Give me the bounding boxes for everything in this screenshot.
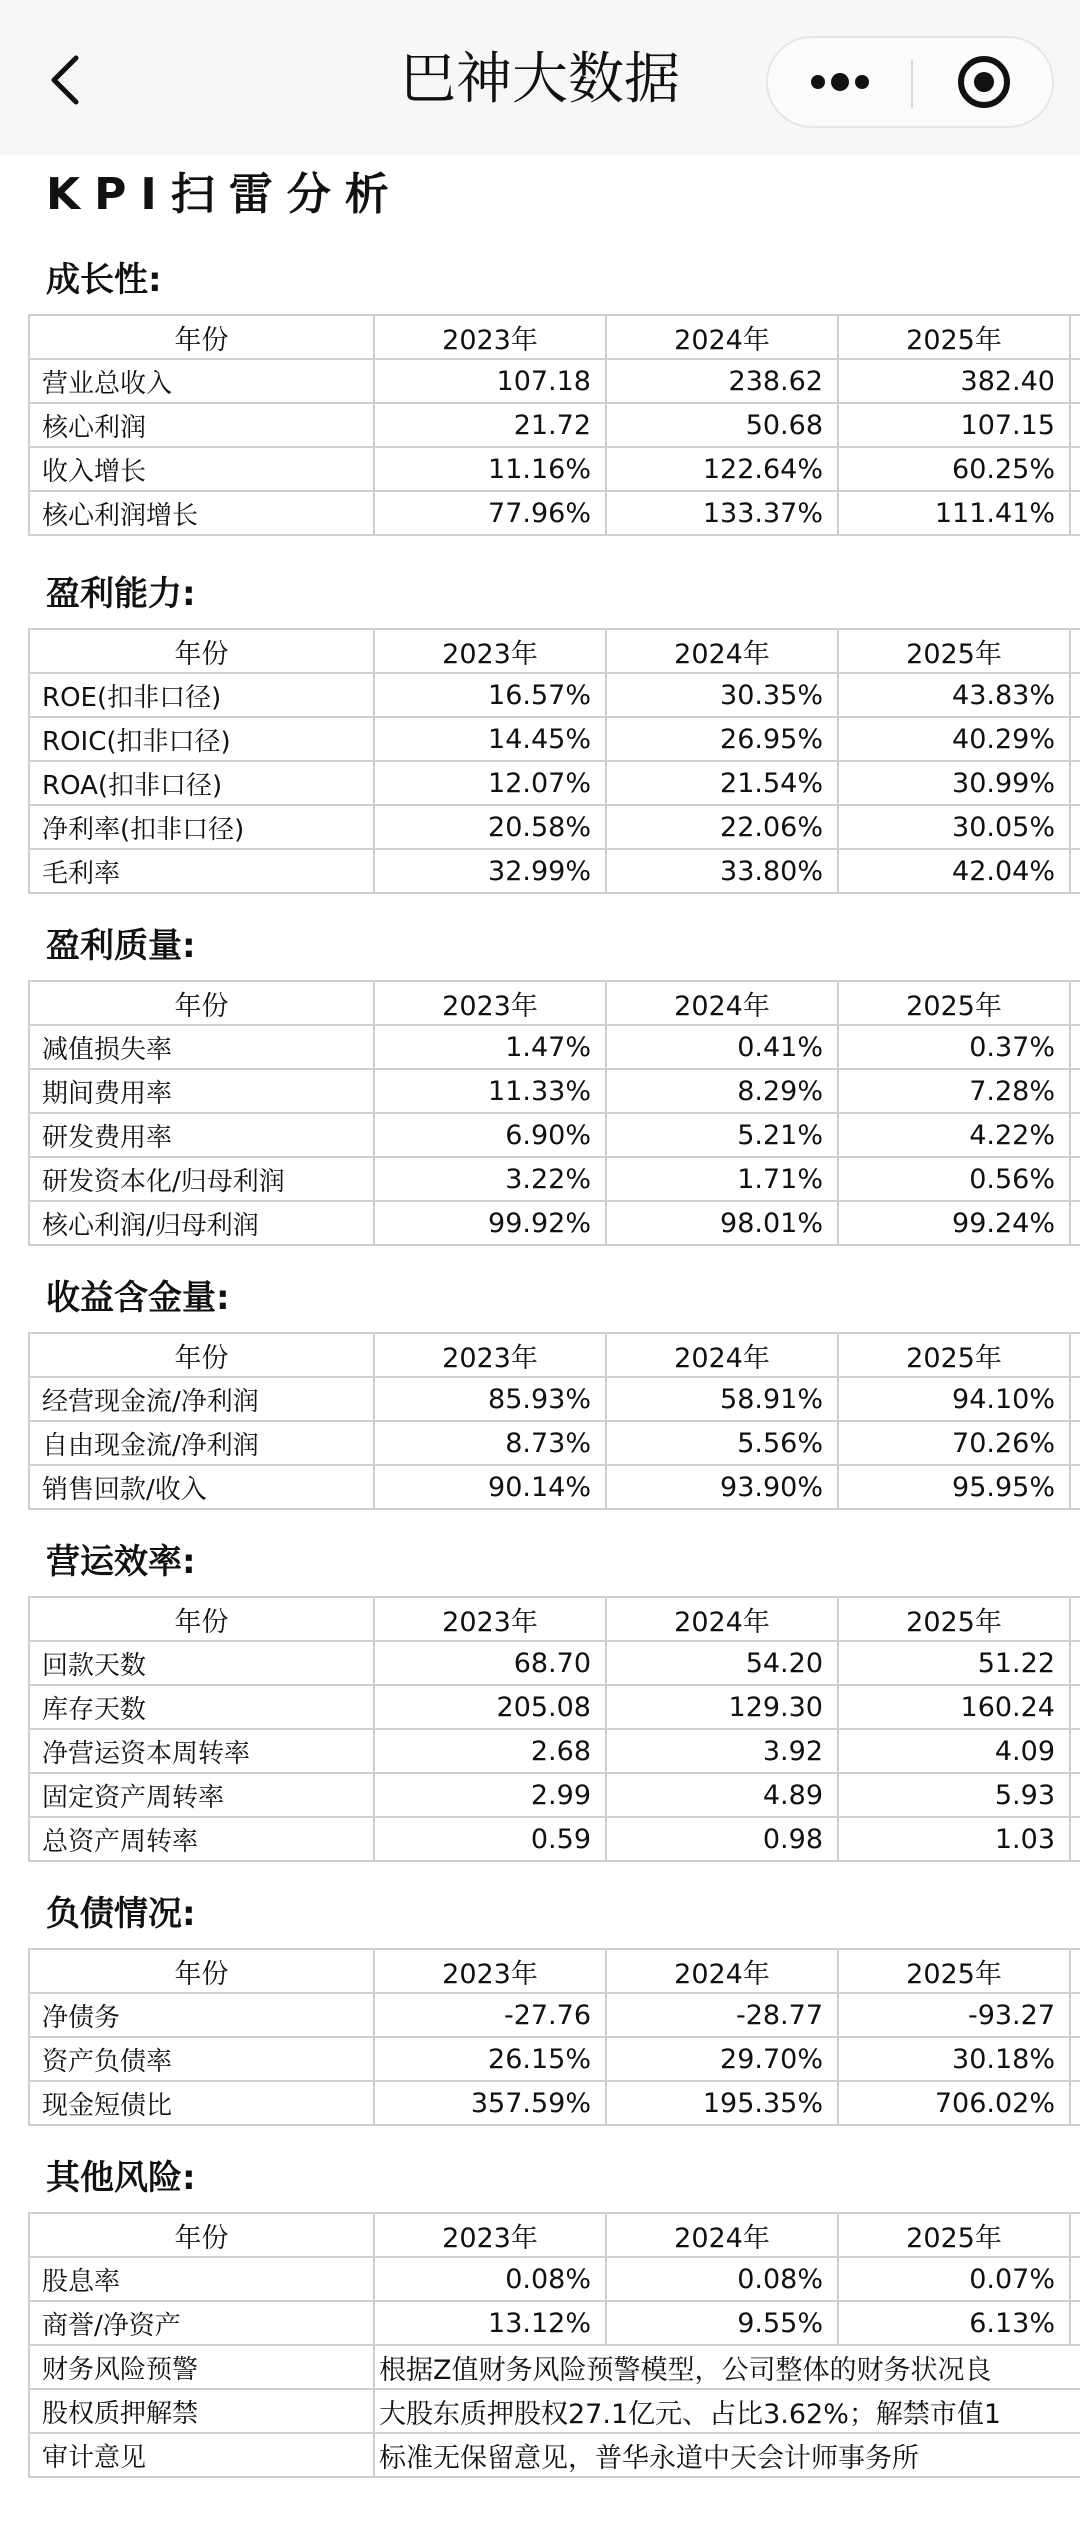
value-cell: 8.29% (606, 1069, 838, 1113)
kpi-table (28, 1948, 1080, 2126)
value-cell: 133.37% (606, 491, 838, 535)
value-cell: 32.99% (374, 849, 606, 893)
row-label: 净营运资本周转率 (29, 1729, 374, 1773)
table-row (29, 2081, 1080, 2125)
row-label: 固定资产周转率 (29, 1773, 374, 1817)
header-cell: 2024年 (606, 629, 838, 673)
value-cell: 29.70% (606, 2037, 838, 2081)
value-cell: 54.20 (606, 1641, 838, 1685)
value-cell: 95.95% (838, 1465, 1070, 1509)
value-cell: 68.70 (374, 1641, 606, 1685)
table-header-row (29, 1949, 1080, 1993)
value-cell: 1.71% (606, 1157, 838, 1201)
value-cell: -27.76 (374, 1993, 606, 2037)
header-cell: 2023年 (374, 1597, 606, 1641)
table-row (29, 1113, 1080, 1157)
value-cell: 0.08% (606, 2257, 838, 2301)
overflow-cell (1070, 1729, 1080, 1773)
table-row (29, 2257, 1080, 2301)
table-row (29, 1729, 1080, 1773)
overflow-cell (1070, 1685, 1080, 1729)
value-cell: 99.24% (838, 1201, 1070, 1245)
value-cell: 4.89 (606, 1773, 838, 1817)
value-cell: 94.10% (838, 1377, 1070, 1421)
table-row (29, 403, 1080, 447)
value-cell: 11.16% (374, 447, 606, 491)
value-cell: 43.83% (838, 673, 1070, 717)
table-row (29, 2389, 1080, 2433)
overflow-cell (1070, 673, 1080, 717)
section-title: 盈利能力: (46, 574, 196, 614)
table-row (29, 1641, 1080, 1685)
value-cell: 42.04% (838, 849, 1070, 893)
overflow-cell (1070, 2037, 1080, 2081)
value-cell: 107.15 (838, 403, 1070, 447)
header-cell: 2023年 (374, 1333, 606, 1377)
section-title: 收益含金量: (46, 1278, 230, 1318)
header-cell-year: 年份 (29, 2213, 374, 2257)
close-button[interactable] (914, 38, 1054, 126)
table-row (29, 1421, 1080, 1465)
value-cell: 26.15% (374, 2037, 606, 2081)
value-cell: 7.28% (838, 1069, 1070, 1113)
header-cell-year: 年份 (29, 629, 374, 673)
value-cell: 0.07% (838, 2257, 1070, 2301)
row-label: 库存天数 (29, 1685, 374, 1729)
value-cell: 107.18 (374, 359, 606, 403)
header-cell-overflow (1070, 2213, 1080, 2257)
value-cell: 8.73% (374, 1421, 606, 1465)
overflow-cell (1070, 1641, 1080, 1685)
header-cell-overflow (1070, 629, 1080, 673)
value-cell: 22.06% (606, 805, 838, 849)
value-cell: 3.22% (374, 1157, 606, 1201)
header-cell: 2023年 (374, 981, 606, 1025)
header-cell: 2024年 (606, 1333, 838, 1377)
header-cell-overflow (1070, 1949, 1080, 1993)
section-title: 盈利质量: (46, 926, 196, 966)
header-cell: 2024年 (606, 1949, 838, 1993)
value-cell: 98.01% (606, 1201, 838, 1245)
value-cell: 5.21% (606, 1113, 838, 1157)
value-cell: 160.24 (838, 1685, 1070, 1729)
text-value-cell: 标准无保留意见，普华永道中天会计师事务所 (374, 2433, 1080, 2477)
header-cell: 2024年 (606, 1597, 838, 1641)
overflow-cell (1070, 849, 1080, 893)
value-cell: 51.22 (838, 1641, 1070, 1685)
value-cell: 0.41% (606, 1025, 838, 1069)
value-cell: 4.22% (838, 1113, 1070, 1157)
value-cell: 14.45% (374, 717, 606, 761)
table-row (29, 1069, 1080, 1113)
row-label: 审计意见 (29, 2433, 374, 2477)
row-label: 销售回款/收入 (29, 1465, 374, 1509)
table-row (29, 849, 1080, 893)
row-label: 经营现金流/净利润 (29, 1377, 374, 1421)
table-row (29, 1685, 1080, 1729)
overflow-cell (1070, 447, 1080, 491)
more-button[interactable] (770, 38, 910, 126)
target-close-icon (956, 54, 1012, 110)
value-cell: 1.47% (374, 1025, 606, 1069)
value-cell: 0.56% (838, 1157, 1070, 1201)
table-header-row (29, 629, 1080, 673)
row-label: ROE(扣非口径) (29, 673, 374, 717)
value-cell: 99.92% (374, 1201, 606, 1245)
value-cell: 77.96% (374, 491, 606, 535)
section-title: 负债情况: (46, 1894, 196, 1934)
row-label: 减值损失率 (29, 1025, 374, 1069)
header-cell: 2025年 (838, 981, 1070, 1025)
value-cell: 195.35% (606, 2081, 838, 2125)
overflow-cell (1070, 1377, 1080, 1421)
row-label: 总资产周转率 (29, 1817, 374, 1861)
overflow-cell (1070, 2081, 1080, 2125)
row-label: 净债务 (29, 1993, 374, 2037)
value-cell: 382.40 (838, 359, 1070, 403)
row-label: 净利率(扣非口径) (29, 805, 374, 849)
section-title: 营运效率: (46, 1542, 196, 1582)
section-title: 其他风险: (46, 2158, 196, 2198)
value-cell: 0.98 (606, 1817, 838, 1861)
overflow-cell (1070, 761, 1080, 805)
overflow-cell (1070, 1817, 1080, 1861)
header-cell: 2025年 (838, 315, 1070, 359)
header-cell-year: 年份 (29, 1597, 374, 1641)
table-row (29, 1025, 1080, 1069)
row-label: 核心利润增长 (29, 491, 374, 535)
kpi-table (28, 1596, 1080, 1862)
value-cell: 4.09 (838, 1729, 1070, 1773)
value-cell: 90.14% (374, 1465, 606, 1509)
value-cell: 12.07% (374, 761, 606, 805)
value-cell: 60.25% (838, 447, 1070, 491)
header-cell-year: 年份 (29, 315, 374, 359)
table-row (29, 359, 1080, 403)
header-cell: 2025年 (838, 1949, 1070, 1993)
value-cell: 2.68 (374, 1729, 606, 1773)
value-cell: 30.18% (838, 2037, 1070, 2081)
row-label: 研发费用率 (29, 1113, 374, 1157)
table-row (29, 1201, 1080, 1245)
value-cell: 30.35% (606, 673, 838, 717)
value-cell: -28.77 (606, 1993, 838, 2037)
text-value-cell: 根据Z值财务风险预警模型，公司整体的财务状况良 (374, 2345, 1080, 2389)
value-cell: 6.13% (838, 2301, 1070, 2345)
value-cell: 40.29% (838, 717, 1070, 761)
row-label: ROIC(扣非口径) (29, 717, 374, 761)
kpi-table (28, 314, 1080, 536)
header-cell-overflow (1070, 1333, 1080, 1377)
header-cell: 2025年 (838, 629, 1070, 673)
value-cell: 85.93% (374, 1377, 606, 1421)
row-label: 财务风险预警 (29, 2345, 374, 2389)
row-label: 研发资本化/归母利润 (29, 1157, 374, 1201)
header-cell-year: 年份 (29, 1333, 374, 1377)
header-cell: 2024年 (606, 315, 838, 359)
overflow-cell (1070, 491, 1080, 535)
value-cell: 26.95% (606, 717, 838, 761)
value-cell: 3.92 (606, 1729, 838, 1773)
table-row (29, 2037, 1080, 2081)
kpi-table (28, 980, 1080, 1246)
value-cell: 2.99 (374, 1773, 606, 1817)
value-cell: 30.99% (838, 761, 1070, 805)
table-header-row (29, 2213, 1080, 2257)
table-row (29, 1817, 1080, 1861)
row-label: 营业总收入 (29, 359, 374, 403)
value-cell: 33.80% (606, 849, 838, 893)
value-cell: 129.30 (606, 1685, 838, 1729)
header-cell: 2025年 (838, 1597, 1070, 1641)
row-label: 股息率 (29, 2257, 374, 2301)
table-row (29, 2301, 1080, 2345)
table-row (29, 761, 1080, 805)
header-cell: 2025年 (838, 2213, 1070, 2257)
value-cell: 21.72 (374, 403, 606, 447)
table-header-row (29, 1333, 1080, 1377)
overflow-cell (1070, 717, 1080, 761)
value-cell: 50.68 (606, 403, 838, 447)
more-dots-icon (808, 72, 872, 92)
overflow-cell (1070, 1773, 1080, 1817)
value-cell: 357.59% (374, 2081, 606, 2125)
header-cell-overflow (1070, 315, 1080, 359)
header-cell-overflow (1070, 1597, 1080, 1641)
header-cell: 2024年 (606, 981, 838, 1025)
overflow-cell (1070, 1157, 1080, 1201)
value-cell: 70.26% (838, 1421, 1070, 1465)
value-cell: -93.27 (838, 1993, 1070, 2037)
table-header-row (29, 315, 1080, 359)
row-label: 核心利润 (29, 403, 374, 447)
kpi-table (28, 1332, 1080, 1510)
row-label: 期间费用率 (29, 1069, 374, 1113)
overflow-cell (1070, 2301, 1080, 2345)
header-cell-overflow (1070, 981, 1080, 1025)
header-cell: 2023年 (374, 2213, 606, 2257)
row-label: 商誉/净资产 (29, 2301, 374, 2345)
overflow-cell (1070, 1993, 1080, 2037)
row-label: 股权质押解禁 (29, 2389, 374, 2433)
header-cell: 2023年 (374, 629, 606, 673)
value-cell: 20.58% (374, 805, 606, 849)
header-cell-year: 年份 (29, 981, 374, 1025)
value-cell: 0.37% (838, 1025, 1070, 1069)
value-cell: 0.08% (374, 2257, 606, 2301)
row-label: 现金短债比 (29, 2081, 374, 2125)
header-cell: 2023年 (374, 1949, 606, 1993)
overflow-cell (1070, 1201, 1080, 1245)
value-cell: 5.93 (838, 1773, 1070, 1817)
table-row (29, 2345, 1080, 2389)
value-cell: 238.62 (606, 359, 838, 403)
overflow-cell (1070, 1465, 1080, 1509)
table-row (29, 491, 1080, 535)
row-label: 自由现金流/净利润 (29, 1421, 374, 1465)
table-row (29, 717, 1080, 761)
value-cell: 0.59 (374, 1817, 606, 1861)
header-cell: 2024年 (606, 2213, 838, 2257)
overflow-cell (1070, 1069, 1080, 1113)
value-cell: 1.03 (838, 1817, 1070, 1861)
mini-program-capsule (766, 36, 1054, 128)
table-row (29, 1993, 1080, 2037)
row-label: 回款天数 (29, 1641, 374, 1685)
table-header-row (29, 981, 1080, 1025)
overflow-cell (1070, 359, 1080, 403)
row-label: 资产负债率 (29, 2037, 374, 2081)
header-cell: 2023年 (374, 315, 606, 359)
kpi-table (28, 2212, 1080, 2478)
overflow-cell (1070, 2257, 1080, 2301)
overflow-cell (1070, 1025, 1080, 1069)
value-cell: 706.02% (838, 2081, 1070, 2125)
value-cell: 13.12% (374, 2301, 606, 2345)
value-cell: 111.41% (838, 491, 1070, 535)
table-row (29, 2433, 1080, 2477)
value-cell: 11.33% (374, 1069, 606, 1113)
header-cell: 2025年 (838, 1333, 1070, 1377)
table-row (29, 1465, 1080, 1509)
nav-bar (0, 0, 1080, 155)
table-row (29, 447, 1080, 491)
text-value-cell: 大股东质押股权27.1亿元、占比3.62%；解禁市值1 (374, 2389, 1080, 2433)
table-row (29, 1377, 1080, 1421)
overflow-cell (1070, 1421, 1080, 1465)
value-cell: 16.57% (374, 673, 606, 717)
value-cell: 93.90% (606, 1465, 838, 1509)
kpi-table (28, 628, 1080, 894)
overflow-cell (1070, 805, 1080, 849)
value-cell: 30.05% (838, 805, 1070, 849)
value-cell: 9.55% (606, 2301, 838, 2345)
page-title: KPI扫雷分析 (46, 169, 403, 220)
row-label: ROA(扣非口径) (29, 761, 374, 805)
row-label: 核心利润/归母利润 (29, 1201, 374, 1245)
row-label: 毛利率 (29, 849, 374, 893)
app-title: 巴神大数据 (400, 47, 680, 112)
overflow-cell (1070, 403, 1080, 447)
value-cell: 5.56% (606, 1421, 838, 1465)
section-title: 成长性: (46, 260, 162, 300)
overflow-cell (1070, 1113, 1080, 1157)
table-row (29, 673, 1080, 717)
row-label: 收入增长 (29, 447, 374, 491)
capsule-divider (911, 60, 913, 108)
value-cell: 205.08 (374, 1685, 606, 1729)
table-header-row (29, 1597, 1080, 1641)
table-row (29, 1157, 1080, 1201)
value-cell: 21.54% (606, 761, 838, 805)
table-row (29, 805, 1080, 849)
header-cell-year: 年份 (29, 1949, 374, 1993)
value-cell: 58.91% (606, 1377, 838, 1421)
value-cell: 6.90% (374, 1113, 606, 1157)
table-row (29, 1773, 1080, 1817)
value-cell: 122.64% (606, 447, 838, 491)
